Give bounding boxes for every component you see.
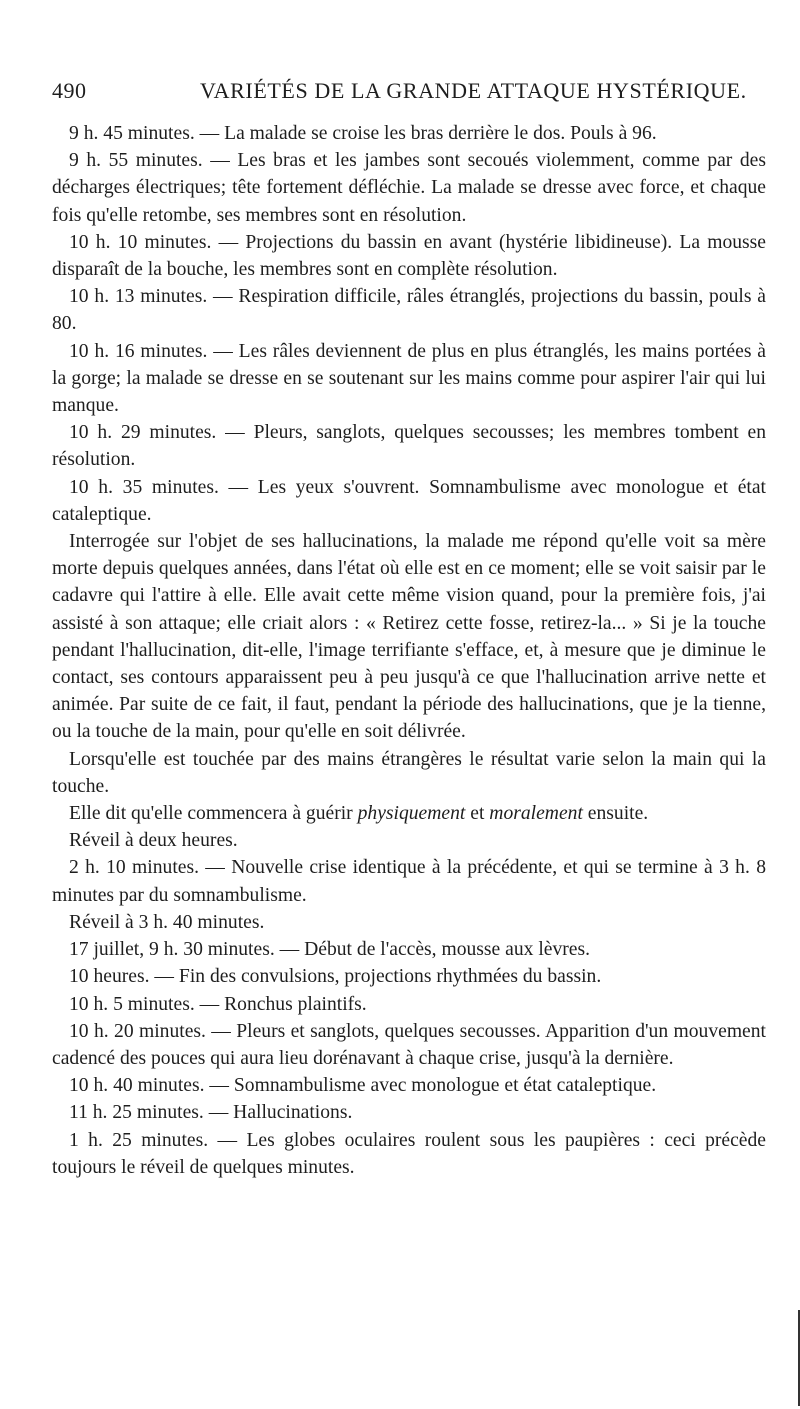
text-span: ensuite.	[582, 803, 649, 825]
body-text	[52, 120, 766, 1181]
paragraph: 10 h. 5 minutes. — Ronchus plaintifs.	[69, 993, 367, 1015]
paragraph: 2 h. 10 minutes. — Nouvelle crise identique à la précédente, et qui se termine à 3 h. 8 minutes par du somnambulisme.	[52, 857, 766, 906]
paragraph: 10 h. 13 minutes. — Respiration difficile, râles étranglés, projections du bassin, pouls à 80.	[52, 286, 766, 335]
paragraph: 10 h. 20 minutes. — Pleurs et sanglots, quelques secousses. Apparition d'un mouvement cadencé des pouces qui aura lieu dorénavant à chaque crise, jusqu'à la dernière.	[52, 1020, 766, 1069]
paragraph: 11 h. 25 minutes. — Hallucinations.	[69, 1102, 353, 1124]
text-span: Elle dit qu'elle commencera à guérir	[69, 803, 358, 825]
paragraph: 10 h. 16 minutes. — Les râles deviennent de plus en plus étranglés, les mains portées à la gorge; la malade se dresse en se soutenant sur les mains comme pour aspirer l'air qui lui manque.	[52, 340, 766, 417]
paragraph: 10 h. 29 minutes. — Pleurs, sanglots, quelques secousses; les membres tombent en résolution.	[52, 422, 766, 471]
text-span: et	[465, 803, 490, 825]
paragraph: 17 juillet, 9 h. 30 minutes. — Début de l'accès, mousse aux lèvres.	[69, 939, 591, 961]
paragraph: 10 h. 10 minutes. — Projections du bassin en avant (hystérie libidineuse). La mousse disparaît de la bouche, les membres sont en complète résolution.	[52, 231, 766, 281]
paragraph: 9 h. 55 minutes. — Les bras et les jambes sont secoués violemment, comme par des décharges électriques; tête fortement défléchie. La malade se dresse avec force, et chaque fois qu'elle retombe, ses membres sont en résolution.	[52, 150, 766, 226]
paragraph: Interrogée sur l'objet de ses hallucinations, la malade me répond qu'elle voit sa mère morte depuis quelques années, dans l'état où elle est en ce moment; elle se voit saisir par le cadavre qui l'attire à elle. Elle avait cette même vision quand, pour la première fois, j'ai assisté à son attaque; elle criait alors : « Retirez cette fosse, retirez-la... » Si je la touche pendant l'hallucination, dit-elle, l'image terrifiante s'efface, et, à mesure que je diminue le contact, ses contours apparaissent peu à peu jusqu'à ce que l'hallucination arrive nette et animée. Par suite de ce fait, il faut, pendant la période des hallucinations, que je la tienne, ou la touche de la main, pour qu'elle en soit délivrée.	[52, 531, 766, 743]
paragraph-italic	[52, 800, 766, 827]
book-page	[52, 78, 766, 1181]
running-title: VARIÉTÉS DE LA GRANDE ATTAQUE HYSTÉRIQUE.	[200, 78, 747, 103]
italic-word: physiquement	[357, 803, 466, 825]
page-header	[52, 78, 766, 108]
paragraph: 1 h. 25 minutes. — Les globes oculaires roulent sous les paupières : ceci précède toujours le réveil de quelques minutes.	[52, 1129, 766, 1178]
paragraph: 10 h. 35 minutes. — Les yeux s'ouvrent. Somnambulisme avec monologue et état cataleptique.	[52, 476, 766, 525]
paragraph: 10 h. 40 minutes. — Somnambulisme avec monologue et état cataleptique.	[69, 1075, 657, 1097]
paragraph: Lorsqu'elle est touchée par des mains étrangères le résultat varie selon la main qui la touche.	[52, 748, 766, 797]
paragraph: Réveil à deux heures.	[69, 830, 238, 852]
page-number: 490	[52, 78, 87, 103]
paragraph: 10 heures. — Fin des convulsions, projections rhythmées du bassin.	[69, 966, 602, 988]
paragraph: Réveil à 3 h. 40 minutes.	[69, 911, 265, 933]
paragraph: 9 h. 45 minutes. — La malade se croise les bras derrière le dos. Pouls à 96.	[69, 123, 657, 144]
italic-word: moralement	[489, 803, 583, 825]
